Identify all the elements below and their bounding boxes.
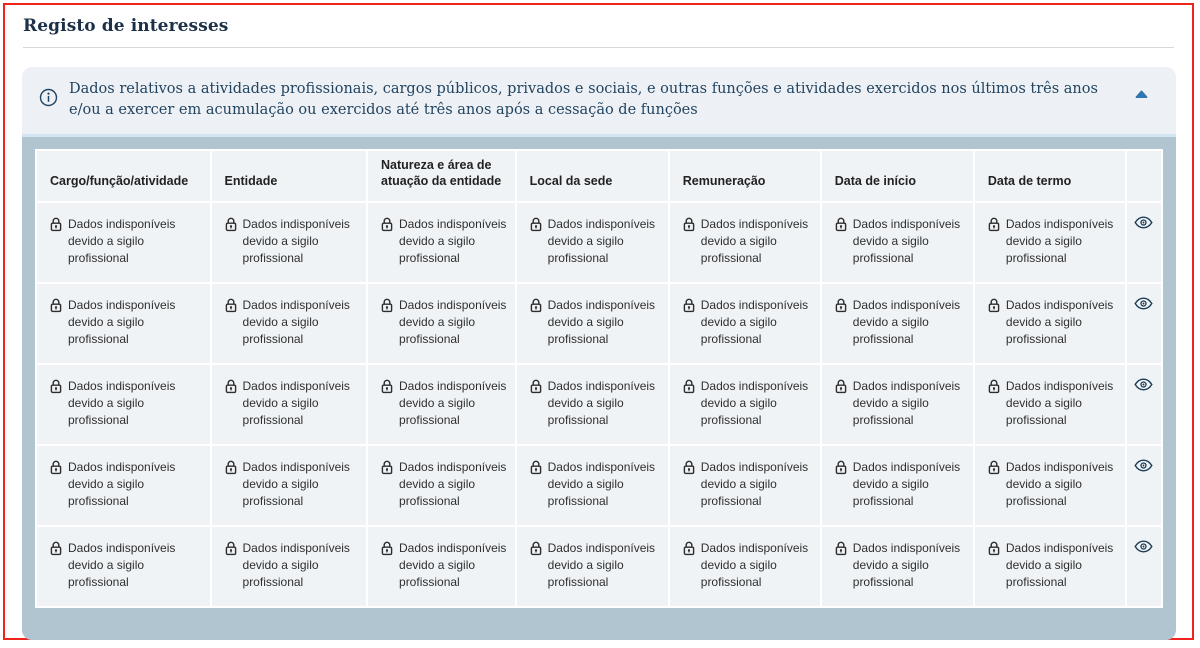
table-cell bbox=[669, 364, 821, 445]
info-banner bbox=[22, 67, 1176, 134]
col-header-cargo: Cargo/função/atividade bbox=[36, 150, 211, 203]
locked-data-text: Dados indisponíveis devido a sigilo profissional bbox=[399, 460, 507, 508]
table-cell bbox=[367, 526, 516, 607]
lock-icon bbox=[683, 298, 695, 318]
col-header-local: Local da sede bbox=[516, 150, 669, 203]
locked-data-text: Dados indisponíveis devido a sigilo profissional bbox=[1005, 379, 1114, 427]
locked-data-text: Dados indisponíveis devido a sigilo profissional bbox=[68, 379, 176, 427]
table-cell-actions bbox=[1126, 283, 1162, 364]
locked-data-text: Dados indisponíveis devido a sigilo profissional bbox=[700, 379, 809, 427]
table-row bbox=[36, 283, 1162, 364]
lock-icon bbox=[988, 379, 1000, 399]
eye-icon bbox=[1134, 379, 1153, 394]
col-header-actions bbox=[1126, 150, 1162, 203]
lock-icon bbox=[835, 217, 847, 237]
locked-data-text: Dados indisponíveis devido a sigilo profissional bbox=[1005, 460, 1114, 508]
lock-icon bbox=[530, 541, 542, 561]
lock-icon bbox=[50, 298, 62, 318]
lock-icon bbox=[381, 379, 393, 399]
lock-icon bbox=[50, 460, 62, 480]
table-cell-actions bbox=[1126, 445, 1162, 526]
col-header-remuneracao: Remuneração bbox=[669, 150, 821, 203]
lock-icon bbox=[530, 217, 542, 237]
locked-data-text: Dados indisponíveis devido a sigilo profissional bbox=[399, 379, 507, 427]
table-row bbox=[36, 364, 1162, 445]
locked-data-text: Dados indisponíveis devido a sigilo profissional bbox=[700, 460, 809, 508]
eye-icon bbox=[1134, 541, 1153, 556]
collapse-panel-button[interactable] bbox=[1125, 81, 1158, 106]
locked-data-text: Dados indisponíveis devido a sigilo profissional bbox=[68, 541, 176, 589]
table-cell bbox=[211, 364, 368, 445]
table-row bbox=[36, 445, 1162, 526]
lock-icon bbox=[50, 541, 62, 561]
lock-icon bbox=[50, 217, 62, 237]
table-cell bbox=[821, 202, 974, 283]
table-cell bbox=[516, 283, 669, 364]
view-details-button[interactable] bbox=[1134, 459, 1153, 475]
lock-icon bbox=[225, 460, 237, 480]
lock-icon bbox=[835, 298, 847, 318]
table-cell-actions bbox=[1126, 364, 1162, 445]
lock-icon bbox=[683, 217, 695, 237]
col-header-entidade: Entidade bbox=[211, 150, 368, 203]
table-cell bbox=[516, 526, 669, 607]
screenshot-highlight-border bbox=[3, 3, 1194, 640]
table-cell bbox=[211, 283, 368, 364]
locked-data-text: Dados indisponíveis devido a sigilo profissional bbox=[852, 298, 961, 346]
view-details-button[interactable] bbox=[1134, 540, 1153, 556]
locked-data-text: Dados indisponíveis devido a sigilo profissional bbox=[700, 541, 809, 589]
table-row bbox=[36, 526, 1162, 607]
table-cell bbox=[36, 445, 211, 526]
lock-icon bbox=[530, 460, 542, 480]
locked-data-text: Dados indisponíveis devido a sigilo profissional bbox=[242, 217, 350, 265]
table-cell bbox=[821, 445, 974, 526]
locked-data-text: Dados indisponíveis devido a sigilo profissional bbox=[242, 379, 350, 427]
eye-icon bbox=[1134, 217, 1153, 232]
table-cell bbox=[211, 202, 368, 283]
locked-data-text: Dados indisponíveis devido a sigilo profissional bbox=[547, 460, 656, 508]
table-cell bbox=[211, 445, 368, 526]
lock-icon bbox=[988, 298, 1000, 318]
table-body bbox=[36, 202, 1162, 607]
col-header-natureza: Natureza e área de atuação da entidade bbox=[367, 150, 516, 203]
table-cell bbox=[974, 445, 1126, 526]
table-cell bbox=[821, 364, 974, 445]
table-cell bbox=[974, 364, 1126, 445]
table-cell bbox=[669, 202, 821, 283]
table-cell bbox=[36, 202, 211, 283]
table-cell bbox=[36, 526, 211, 607]
lock-icon bbox=[835, 379, 847, 399]
locked-data-text: Dados indisponíveis devido a sigilo profissional bbox=[1005, 541, 1114, 589]
locked-data-text: Dados indisponíveis devido a sigilo profissional bbox=[852, 541, 961, 589]
table-cell-actions bbox=[1126, 526, 1162, 607]
lock-icon bbox=[381, 298, 393, 318]
locked-data-text: Dados indisponíveis devido a sigilo profissional bbox=[399, 298, 507, 346]
locked-data-text: Dados indisponíveis devido a sigilo profissional bbox=[547, 217, 656, 265]
eye-icon bbox=[1134, 460, 1153, 475]
table-cell bbox=[367, 364, 516, 445]
banner-text: Dados relativos a atividades profissionais, cargos públicos, privados e sociais, e outras funções e atividades exercidos nos últimos três anos e/ou a exercer em acumulação ou exercidos até três anos após a cessação de funções bbox=[69, 81, 1098, 119]
table-cell bbox=[367, 445, 516, 526]
table-cell bbox=[669, 445, 821, 526]
lock-icon bbox=[988, 541, 1000, 561]
table-cell bbox=[821, 526, 974, 607]
locked-data-text: Dados indisponíveis devido a sigilo profissional bbox=[700, 217, 809, 265]
lock-icon bbox=[988, 217, 1000, 237]
lock-icon bbox=[225, 217, 237, 237]
locked-data-text: Dados indisponíveis devido a sigilo profissional bbox=[1005, 217, 1114, 265]
lock-icon bbox=[50, 379, 62, 399]
interests-panel bbox=[22, 67, 1176, 640]
locked-data-text: Dados indisponíveis devido a sigilo profissional bbox=[399, 217, 507, 265]
table-cell-actions bbox=[1126, 202, 1162, 283]
lock-icon bbox=[381, 541, 393, 561]
locked-data-text: Dados indisponíveis devido a sigilo profissional bbox=[547, 298, 656, 346]
lock-icon bbox=[988, 460, 1000, 480]
table-area bbox=[22, 137, 1176, 641]
table-cell bbox=[821, 283, 974, 364]
locked-data-text: Dados indisponíveis devido a sigilo profissional bbox=[399, 541, 507, 589]
table-cell bbox=[36, 283, 211, 364]
lock-icon bbox=[225, 379, 237, 399]
locked-data-text: Dados indisponíveis devido a sigilo profissional bbox=[68, 217, 176, 265]
view-details-button[interactable] bbox=[1134, 297, 1153, 313]
lock-icon bbox=[381, 217, 393, 237]
table-row bbox=[36, 202, 1162, 283]
table-cell bbox=[36, 364, 211, 445]
lock-icon bbox=[683, 460, 695, 480]
page-title: Registo de interesses bbox=[23, 16, 229, 36]
locked-data-text: Dados indisponíveis devido a sigilo profissional bbox=[1005, 298, 1114, 346]
locked-data-text: Dados indisponíveis devido a sigilo profissional bbox=[242, 460, 350, 508]
table-header bbox=[36, 150, 1162, 203]
table-cell bbox=[516, 445, 669, 526]
table-cell bbox=[669, 526, 821, 607]
lock-icon bbox=[225, 541, 237, 561]
table-cell bbox=[669, 283, 821, 364]
locked-data-text: Dados indisponíveis devido a sigilo profissional bbox=[852, 460, 961, 508]
locked-data-text: Dados indisponíveis devido a sigilo profissional bbox=[242, 298, 350, 346]
lock-icon bbox=[683, 379, 695, 399]
view-details-button[interactable] bbox=[1134, 378, 1153, 394]
table-cell bbox=[974, 283, 1126, 364]
lock-icon bbox=[381, 460, 393, 480]
info-circle-icon bbox=[39, 88, 58, 112]
locked-data-text: Dados indisponíveis devido a sigilo profissional bbox=[700, 298, 809, 346]
table-cell bbox=[211, 526, 368, 607]
table-cell bbox=[367, 283, 516, 364]
lock-icon bbox=[683, 541, 695, 561]
header-divider bbox=[23, 47, 1174, 48]
col-header-data-inicio: Data de início bbox=[821, 150, 974, 203]
lock-icon bbox=[835, 460, 847, 480]
table-cell bbox=[516, 364, 669, 445]
locked-data-text: Dados indisponíveis devido a sigilo profissional bbox=[547, 541, 656, 589]
view-details-button[interactable] bbox=[1134, 216, 1153, 232]
eye-icon bbox=[1134, 298, 1153, 313]
locked-data-text: Dados indisponíveis devido a sigilo profissional bbox=[852, 217, 961, 265]
table-cell bbox=[974, 526, 1126, 607]
interests-table bbox=[35, 149, 1163, 609]
lock-icon bbox=[835, 541, 847, 561]
col-header-data-termo: Data de termo bbox=[974, 150, 1126, 203]
table-cell bbox=[974, 202, 1126, 283]
lock-icon bbox=[530, 298, 542, 318]
locked-data-text: Dados indisponíveis devido a sigilo profissional bbox=[242, 541, 350, 589]
lock-icon bbox=[530, 379, 542, 399]
locked-data-text: Dados indisponíveis devido a sigilo profissional bbox=[547, 379, 656, 427]
table-cell bbox=[516, 202, 669, 283]
chevron-up-icon bbox=[1135, 87, 1148, 102]
locked-data-text: Dados indisponíveis devido a sigilo profissional bbox=[852, 379, 961, 427]
locked-data-text: Dados indisponíveis devido a sigilo profissional bbox=[68, 298, 176, 346]
locked-data-text: Dados indisponíveis devido a sigilo profissional bbox=[68, 460, 176, 508]
table-cell bbox=[367, 202, 516, 283]
lock-icon bbox=[225, 298, 237, 318]
page-header bbox=[5, 5, 1192, 48]
